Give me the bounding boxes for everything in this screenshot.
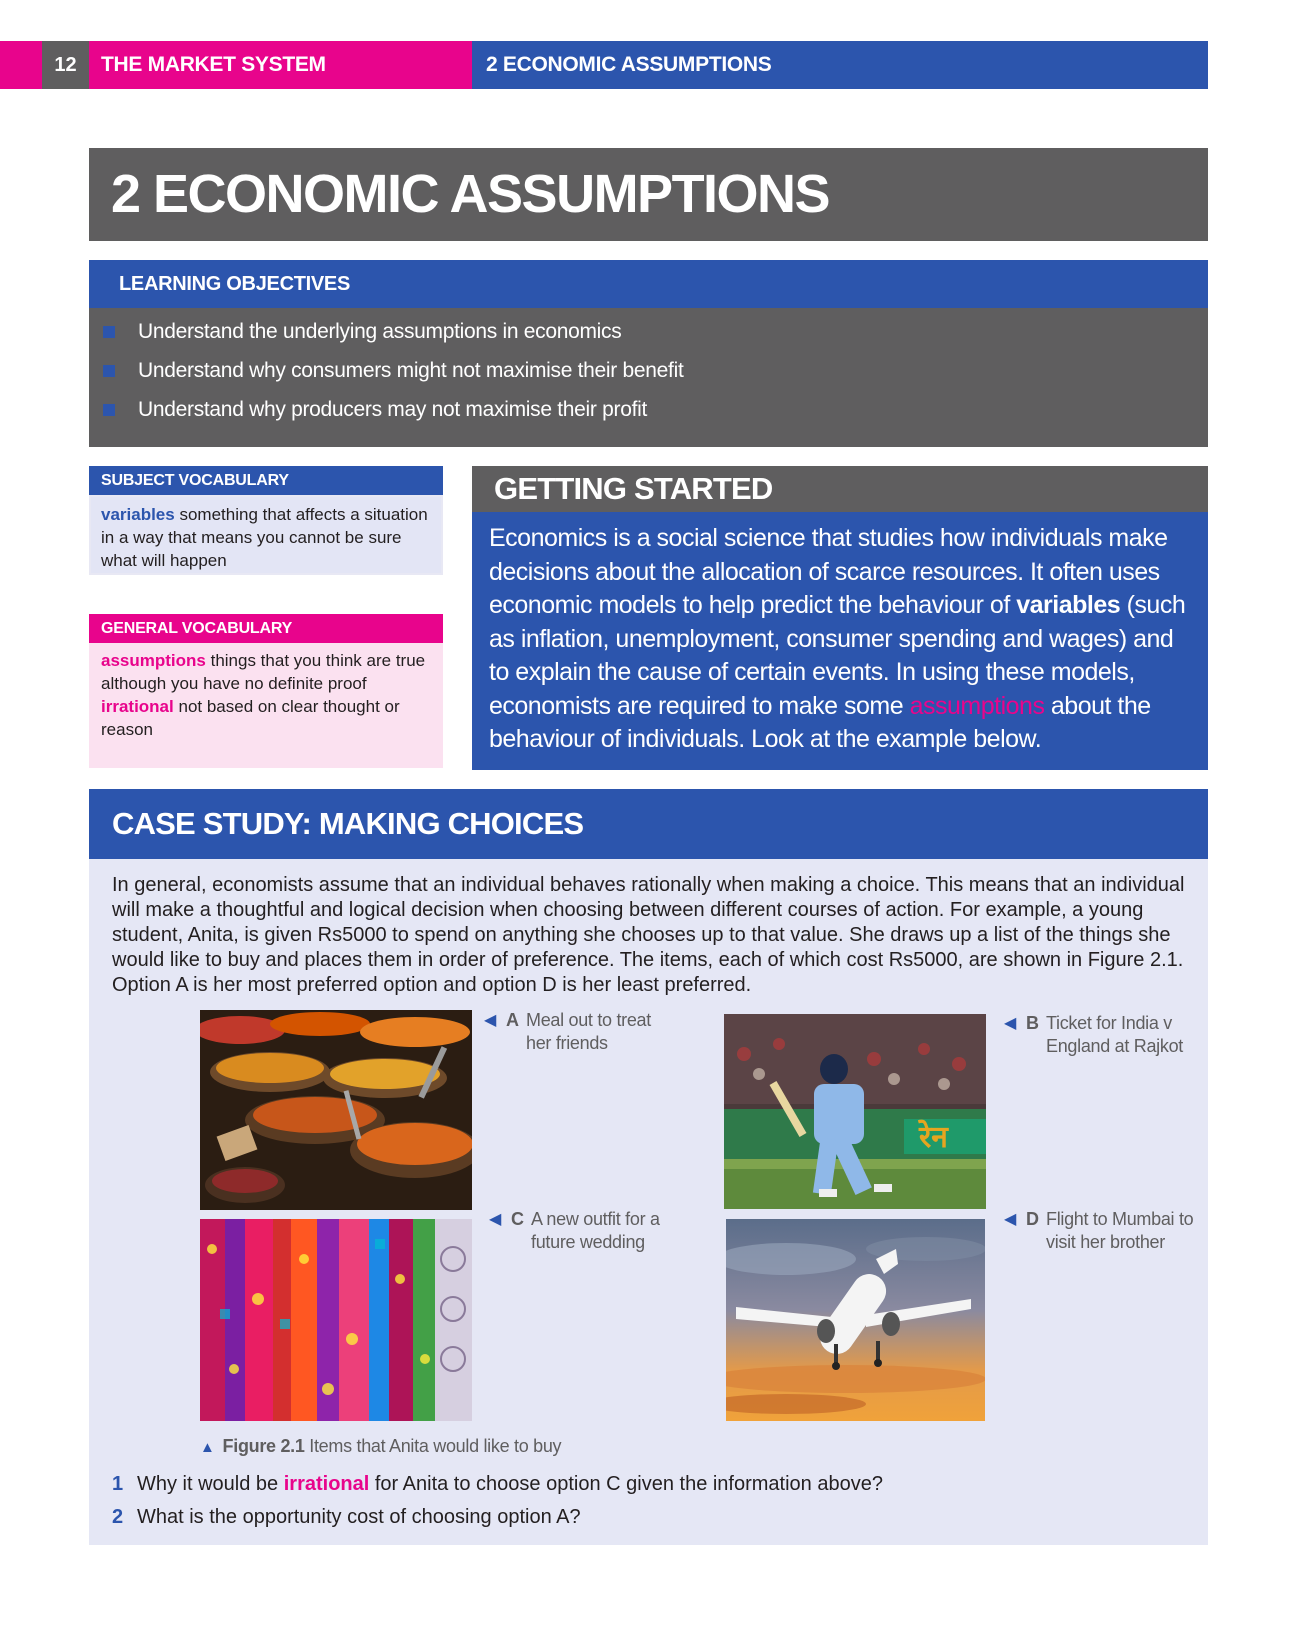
option-line: England at Rajkot (1046, 1036, 1183, 1056)
general-vocabulary-heading: GENERAL VOCABULARY (89, 614, 443, 643)
getting-started-text (472, 512, 1208, 770)
caption-option-c (489, 1208, 749, 1258)
vocab-term: assumptions (101, 651, 206, 670)
cricket-illustration (724, 1014, 986, 1209)
learning-objective (89, 351, 1208, 391)
left-arrow-icon: ◀ (1004, 1211, 1017, 1228)
section-title: THE MARKET SYSTEM (89, 41, 472, 89)
question-text: for Anita to choose option C given the information above? (369, 1473, 883, 1495)
vocab-term: irrational (101, 697, 174, 716)
option-letter: A (506, 1010, 519, 1030)
running-chapter-title: 2 ECONOMIC ASSUMPTIONS (472, 41, 1208, 89)
objective-text: Understand the underlying assumptions in economics (138, 320, 622, 343)
subject-vocabulary-box (89, 495, 443, 575)
square-bullet-icon (103, 326, 115, 338)
question-item (112, 1504, 581, 1530)
learning-objective (89, 312, 1208, 352)
question-term: irrational (283, 1473, 370, 1495)
option-text (526, 1009, 726, 1055)
fabric-illustration (200, 1219, 472, 1421)
objective-text: Understand why producers may not maximise their profit (138, 398, 648, 421)
caption-option-d (1004, 1208, 1204, 1258)
square-bullet-icon (103, 365, 115, 377)
option-line: Meal out to treat (526, 1010, 651, 1030)
learning-objective (89, 390, 1208, 430)
food-illustration (200, 1010, 472, 1210)
airplane-illustration (726, 1219, 985, 1421)
option-line: A new outfit for a (531, 1209, 660, 1229)
photo-cricket (724, 1014, 986, 1209)
learning-objectives-heading: LEARNING OBJECTIVES (89, 260, 1208, 308)
learning-objectives-list (89, 308, 1208, 447)
left-arrow-icon: ◀ (489, 1211, 502, 1228)
photo-airplane (726, 1219, 985, 1421)
text-run: Economics is a social science that studies how individuals make decisions about the allocation of scarce resources. It often uses economic models to help predict the behaviour of (489, 524, 1168, 619)
question-number: 1 (112, 1473, 124, 1495)
vocab-term: variables (101, 505, 175, 524)
figure-caption (200, 1434, 561, 1460)
option-text (1046, 1208, 1246, 1254)
question-text: What is the opportunity cost of choosing option A? (137, 1506, 581, 1528)
general-vocabulary-box (89, 643, 443, 768)
vocab-definition: something that affects a situation in a way that means you cannot be sure what will happen (101, 505, 428, 570)
text-run: (such as inflation, unemployment, consumer spending and wages) and to explain the cause of certain events. In using these models, economists are required to make some (489, 591, 1186, 720)
vocab-definition: things that you think are true although you have no definite proof (101, 651, 426, 693)
square-bullet-icon (103, 404, 115, 416)
svg-text:रेन: रेन (919, 1120, 948, 1155)
figure-label: Figure 2.1 (222, 1436, 305, 1456)
highlight-term: assumptions (909, 691, 1045, 720)
photo-fabrics (200, 1219, 472, 1421)
option-text (1046, 1012, 1246, 1058)
option-letter: D (1026, 1209, 1039, 1229)
running-header (0, 41, 1208, 89)
option-line: future wedding (531, 1232, 645, 1252)
header-accent (0, 41, 42, 89)
bold-term: variables (1016, 591, 1121, 619)
question-item (112, 1471, 883, 1497)
subject-vocabulary-heading: SUBJECT VOCABULARY (89, 466, 443, 495)
option-text (531, 1208, 731, 1254)
case-study-box (89, 859, 1208, 1545)
vocab-definition: not based on clear thought or reason (101, 697, 400, 739)
caption-option-b (1004, 1012, 1204, 1062)
figure-caption-text: Items that Anita would like to buy (309, 1436, 562, 1456)
caption-option-a (484, 1009, 744, 1059)
option-line: visit her brother (1046, 1232, 1165, 1252)
vocab-entry (101, 695, 431, 741)
case-study-paragraph: In general, economists assume that an individual behaves rationally when making a choice. This means that an individual will make a thoughtful and logical decision when choosing between different courses of action. For example, a young student, Anita, is given Rs5000 to spend on anything she chooses up to that value. She draws up a list of the things she would like to buy and places them in order of preference. The items, each of which cost Rs5000, are shown in Figure 2.1. Option A is her most preferred option and option D is her least preferred. (112, 874, 1185, 996)
page-number: 12 (42, 41, 89, 89)
case-study-heading: CASE STUDY: MAKING CHOICES (89, 789, 1208, 859)
question-number: 2 (112, 1506, 124, 1528)
photo-food (200, 1010, 472, 1210)
option-letter: C (511, 1209, 524, 1229)
chapter-title: 2 ECONOMIC ASSUMPTIONS (89, 148, 1208, 241)
option-line: Ticket for India v (1046, 1013, 1172, 1033)
question-text: Why it would be (137, 1473, 284, 1495)
objective-text: Understand why consumers might not maximise their benefit (138, 359, 684, 382)
left-arrow-icon: ◀ (484, 1012, 497, 1029)
option-line: Flight to Mumbai to (1046, 1209, 1194, 1229)
option-letter: B (1026, 1013, 1039, 1033)
text-run: about the behaviour of individuals. Look at the example below. (489, 691, 1151, 753)
getting-started-heading: GETTING STARTED (472, 466, 1208, 512)
up-triangle-icon: ▲ (200, 1439, 215, 1456)
option-line: her friends (526, 1033, 608, 1053)
left-arrow-icon: ◀ (1004, 1015, 1017, 1032)
vocab-entry (101, 649, 431, 695)
